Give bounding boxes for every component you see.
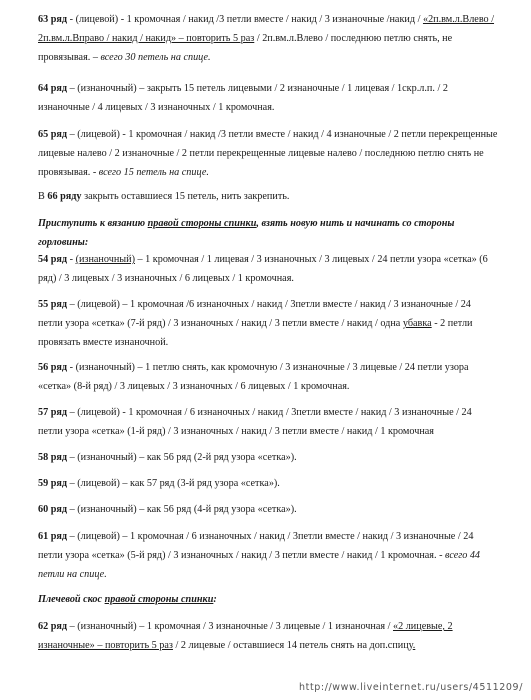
row-number: 64 ряд	[38, 83, 68, 94]
row-text: - (изнаночный) – 1 петлю снять, как кромочную / 3 изнаночные / 3 лицевые / 24 петли узора «сетка» (8-й ряд) / 3 лицевых / 3 изнаночных / 6 лицевых / 1 кромочная.	[38, 362, 469, 392]
row-66	[38, 187, 498, 206]
source-url-watermark: http://www.liveinternet.ru/users/4511209/	[299, 682, 523, 693]
row-63	[38, 10, 498, 67]
row-60	[38, 500, 498, 519]
row-text: - (лицевой) - 1 кромочная / накид /3 петли вместе / накид / 3 изнаночные /накид /	[67, 14, 423, 25]
section-heading-shoulder-slope	[38, 590, 498, 609]
row-text: – (лицевой) – 1 кромочная / 6 изнаночных / накид / 3петли вместе / накид / 3 изнаночные / 24 петли узора «сетка» (5-й ряд) / 3 изнаночных / накид / 3 петли вместе / накид / 1 кромочная. -	[38, 531, 474, 561]
heading-underlined: правой стороны спинки	[147, 218, 257, 229]
row-type-underlined: (изнаночный)	[75, 254, 135, 265]
row-end-mark: .	[412, 640, 416, 651]
row-number: 56 ряд	[38, 362, 68, 373]
row-text: – (изнаночный) – закрыть 15 петель лицевыми / 2 изнаночные / 1 лицевая / 1скр.л.п. / 2 изнаночные / 4 лицевых / 3 изнаночных / 1 кромочная.	[38, 83, 448, 113]
row-text: -	[67, 254, 76, 265]
row-number: 57 ряд	[38, 407, 68, 418]
row-number: 66 ряду	[47, 191, 82, 202]
row-number: 62 ряд	[38, 621, 68, 632]
decrease-term: убавка	[402, 318, 432, 329]
row-58	[38, 448, 498, 467]
row-61	[38, 527, 498, 584]
heading-prefix: Приступить к вязанию	[38, 218, 148, 229]
row-number: 60 ряд	[38, 504, 68, 515]
row-54	[38, 250, 498, 288]
row-number: 61 ряд	[38, 531, 68, 542]
row-text: – (лицевой) - 1 кромочная / 6 изнаночных / накид / 3петли вместе / накид / 3 изнаночные / 24 петли узора «сетка» (1-й ряд) / 3 изнаночных / накид / 3 петли вместе / накид / 1 кромочная	[38, 407, 472, 437]
row-number: 55 ряд	[38, 299, 68, 310]
row-prefix: В	[38, 191, 48, 202]
row-65	[38, 125, 498, 182]
row-text: – (лицевой) - 1 кромочная / накид /3 петли вместе / накид / 4 изнаночные / 2 петли перекрещенные лицевые налево / 2 изнаночные / 2 петли перекрещенные лицевые налево / последнюю петлю снять не провязывая. -	[38, 129, 498, 178]
row-text: – (лицевой) – как 57 ряд (3-й ряд узора «сетка»).	[67, 478, 280, 489]
row-59	[38, 474, 498, 493]
heading-underlined: правой стороны спинки	[104, 594, 214, 605]
row-text: закрыть оставшиеся 15 петель, нить закрепить.	[81, 191, 290, 202]
row-number: 63 ряд	[38, 14, 68, 25]
row-55	[38, 295, 498, 352]
section-heading-right-back	[38, 214, 498, 252]
row-text-continued: / 2п.вм.л.Влево / последнюю петлю снять, не провязывая.	[38, 33, 453, 63]
row-57	[38, 403, 498, 441]
row-text-continued: – 1 кромочная / 1 лицевая / 3 изнаночных / 3 лицевых / 24 петли узора «сетка» (6 ряд) / 3 лицевых / 3 изнаночных / 6 лицевых / 1 кромочная.	[38, 254, 488, 284]
repeat-instruction: «2 лицевые, 2 изнаночные» – повторить 5 раз	[38, 621, 453, 651]
repeat-instruction: «2п.вм.л.Влево / 2п.вм.л.Вправо / накид / накид» – повторить 5 раз	[38, 14, 495, 44]
row-text: – (изнаночный) – как 56 ряд (2-й ряд узора «сетка»).	[67, 452, 297, 463]
row-text: – (изнаночный) – как 56 ряд (4-й ряд узора «сетка»).	[67, 504, 297, 515]
stitch-total: всего 15 петель на спице.	[98, 167, 209, 178]
row-text-continued: - 2 петли провязать вместе изнаночной.	[38, 318, 473, 348]
row-text-continued: / 2 лицевые / оставшиеся 14 петель снять на доп.спицу	[172, 640, 413, 651]
row-64	[38, 79, 498, 117]
row-56	[38, 358, 498, 396]
heading-prefix: Плечевой скос	[38, 594, 105, 605]
row-number: 65 ряд	[38, 129, 68, 140]
row-number: 58 ряд	[38, 452, 68, 463]
heading-suffix: , взять новую нить и начинать со стороны горловины:	[38, 218, 455, 248]
row-text: – (лицевой) – 1 кромочная /6 изнаночных / накид / 3петли вместе / накид / 3 изнаночные / 24 петли узора «сетка» (7-й ряд) / 3 изнаночных / накид / 3 петли вместе / накид / одна	[38, 299, 471, 329]
row-number: 54 ряд	[38, 254, 68, 265]
heading-suffix: :	[213, 594, 217, 605]
stitch-total: всего 44 петли на спице.	[38, 550, 481, 580]
row-number: 59 ряд	[38, 478, 68, 489]
row-62	[38, 617, 498, 655]
stitch-total: – всего 30 петель на спице.	[92, 52, 211, 63]
row-text: – (изнаночный) – 1 кромочная / 3 изнаночные / 3 лицевые / 1 изнаночная /	[67, 621, 393, 632]
